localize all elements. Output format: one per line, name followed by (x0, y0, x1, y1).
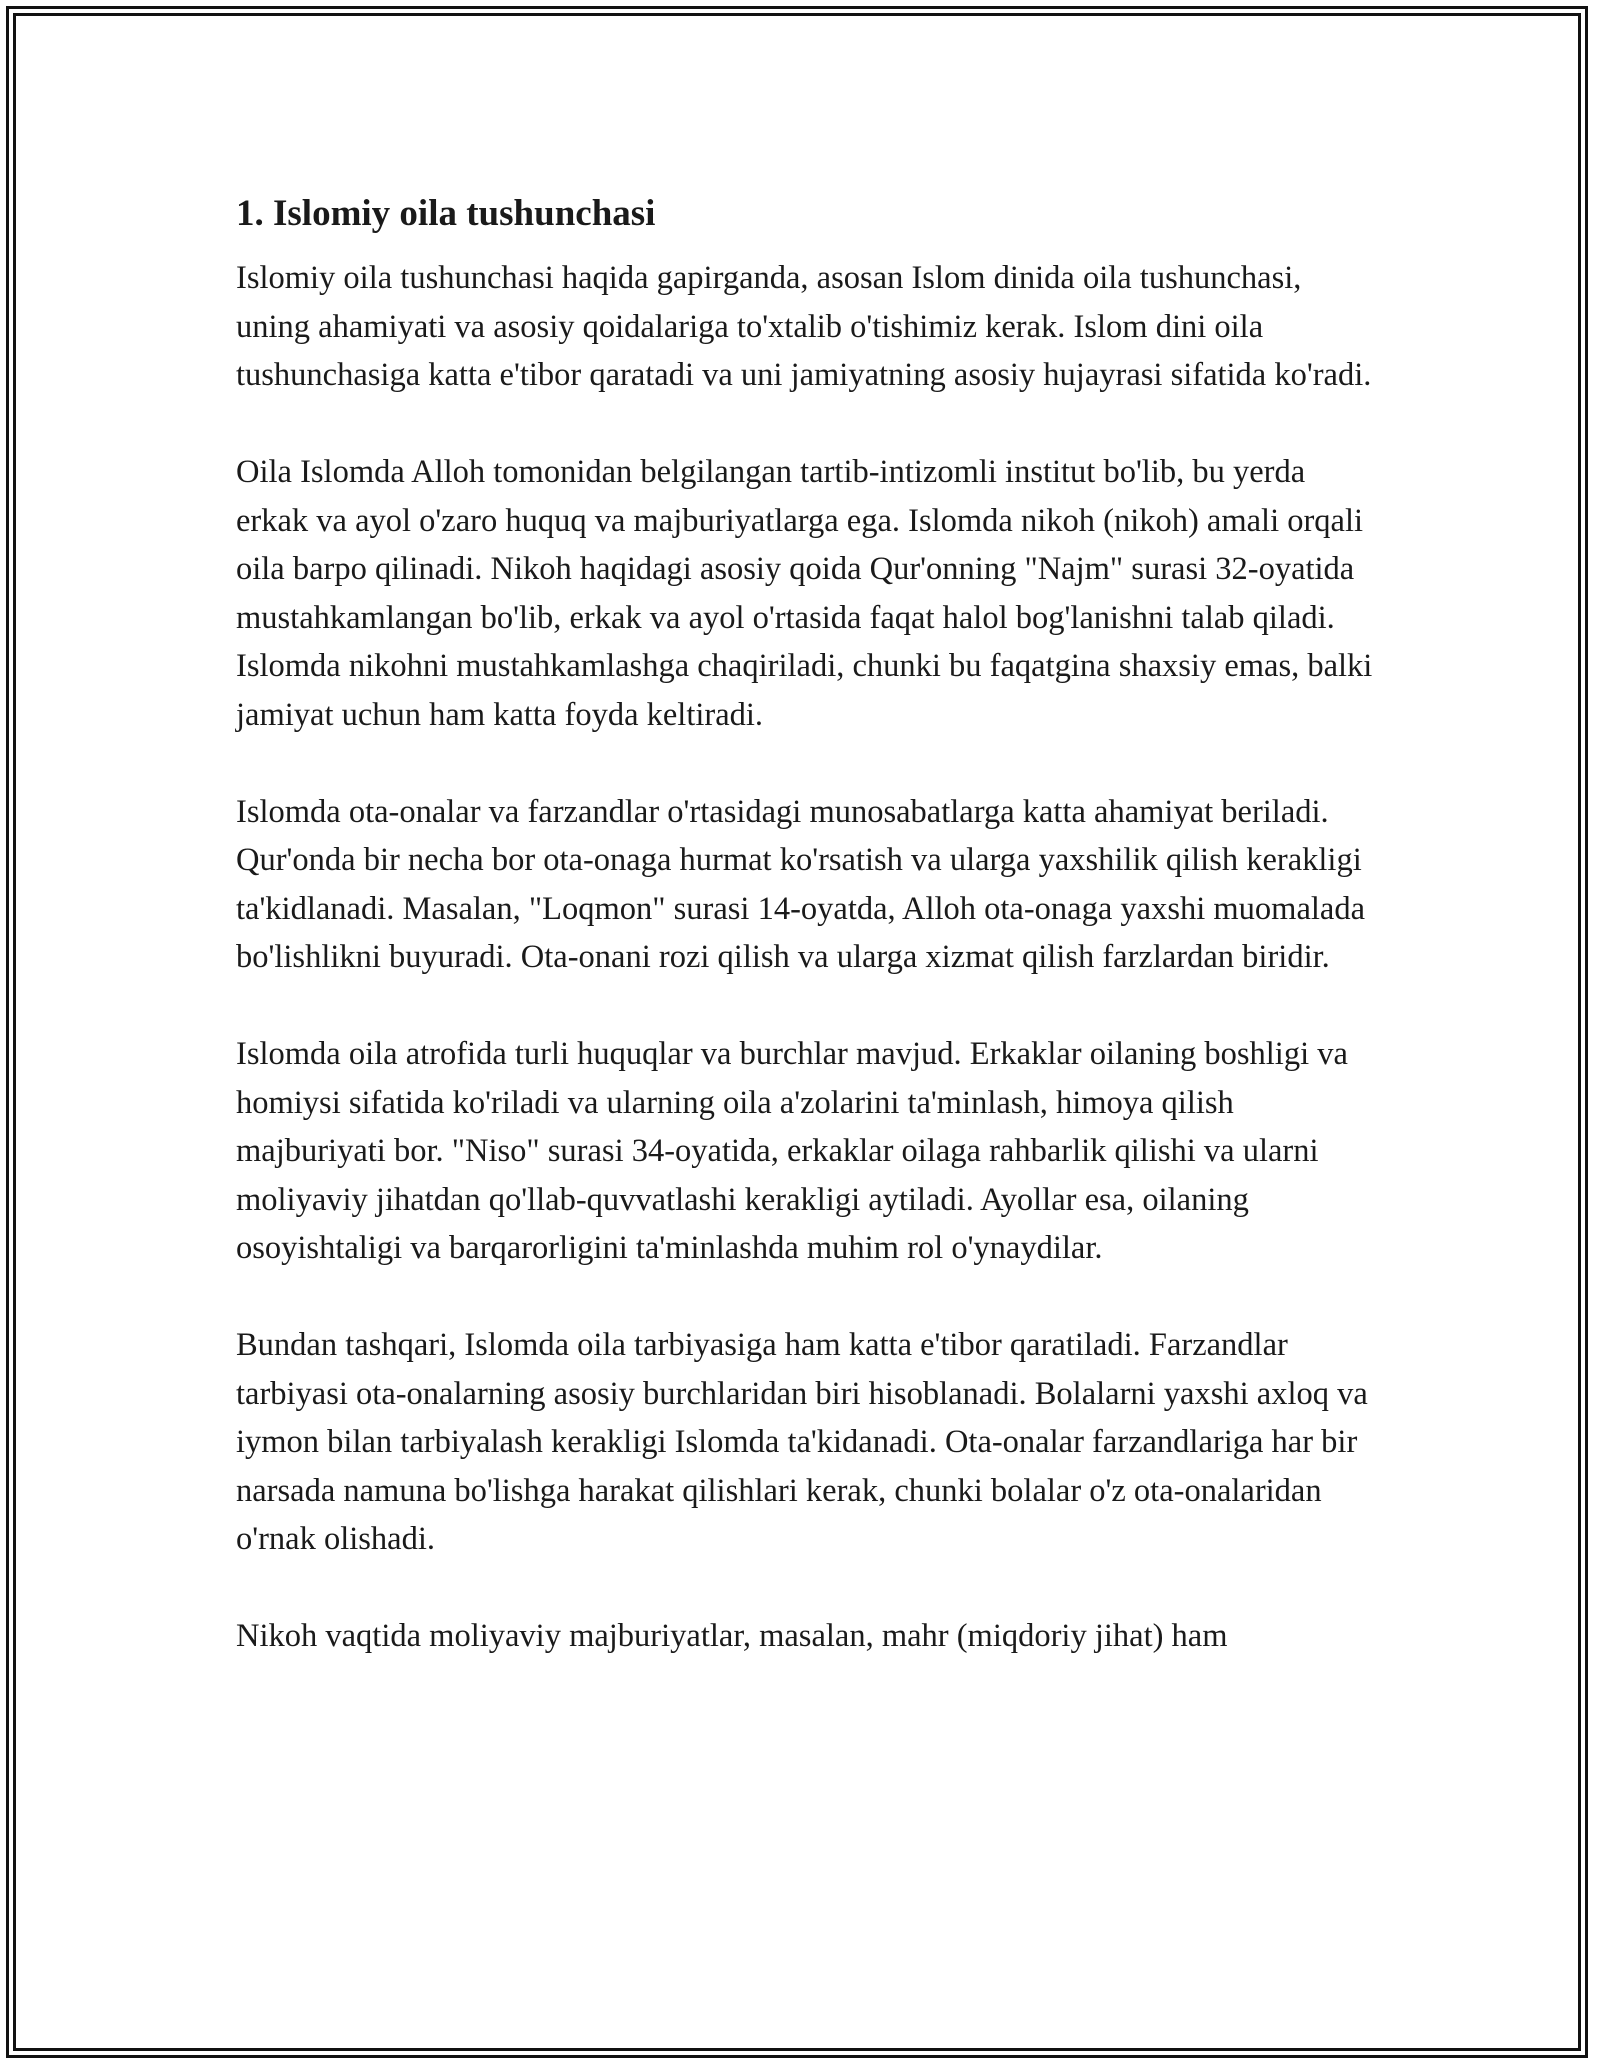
paragraph-6: Nikoh vaqtida moliyaviy majburiyatlar, masalan, mahr (miqdoriy jihat) ham (236, 1618, 1228, 1654)
paragraph-5: Bundan tashqari, Islomda oila tarbiyasiga ham katta e'tibor qaratiladi. Farzandlar tarbiyasi ota-onalarning asosiy burchlaridan biri hisoblanadi. Bolalarni yaxshi axloq va iymon bilan tarbiyalash kerakligi Islomda ta'kidanadi. Ota-onalar farzandlariga har bir narsada namuna bo'lishga harakat qilishlari kerak, chunki bolalar o'z ota-onalaridan o'rnak olishadi. (236, 1327, 1368, 1557)
paragraph-3: Islomda ota-onalar va farzandlar o'rtasidagi munosabatlarga katta ahamiyat beriladi. Qur'onda bir necha bor ota-onaga hurmat ko'rsatish va ularga yaxshilik qilish kerakligi ta'kidlanadi. Masalan, "Loqmon" surasi 14-oyatda, Alloh ota-onaga yaxshi muomalada bo'lishlikni buyuradi. Ota-onani rozi qilish va ularga xizmat qilish farzlardan biridir. (236, 793, 1365, 975)
paragraph-2: Oila Islomda Alloh tomonidan belgilangan tartib-intizomli institut bo'lib, bu yerda erkak va ayol o'zaro huquq va majburiyatlarga ega. Islomda nikoh (nikoh) amali orqali oila barpo qilinadi. Nikoh haqidagi asosiy qoida Qur'onning "Najm" surasi 32-oyatida mustahkamlangan bo'lib, erkak va ayol o'rtasida faqat halol bog'lanishni talab qiladi. Islomda nikohni mustahkamlashga chaqiriladi, chunki bu faqatgina shaxsiy emas, balki jamiyat uchun ham katta foyda keltiradi. (236, 454, 1373, 733)
section-heading: 1. Islomiy oila tushunchasi (236, 193, 656, 234)
document-body (236, 186, 1376, 1709)
paragraph-1: Islomiy oila tushunchasi haqida gapirganda, asosan Islom dinida oila tushunchasi, uning ahamiyati va asosiy qoidalariga to'xtalib o'tishimiz kerak. Islom dini oila tushunchasiga katta e'tibor qaratadi va uni jamiyatning asosiy hujayrasi sifatida ko'radi. (236, 260, 1372, 393)
paragraph-4: Islomda oila atrofida turli huquqlar va burchlar mavjud. Erkaklar oilaning boshligi va homiysi sifatida ko'riladi va ularning oila a'zolarini ta'minlash, himoya qilish majburiyati bor. "Niso" surasi 34-oyatida, erkaklar oilaga rahbarlik qilishi va ularni moliyaviy jihatdan qo'llab-quvvatlashi kerakligi aytiladi. Ayollar esa, oilaning osoyishtaligi va barqarorligini ta'minlashda muhim rol o'ynaydilar. (236, 1036, 1348, 1266)
